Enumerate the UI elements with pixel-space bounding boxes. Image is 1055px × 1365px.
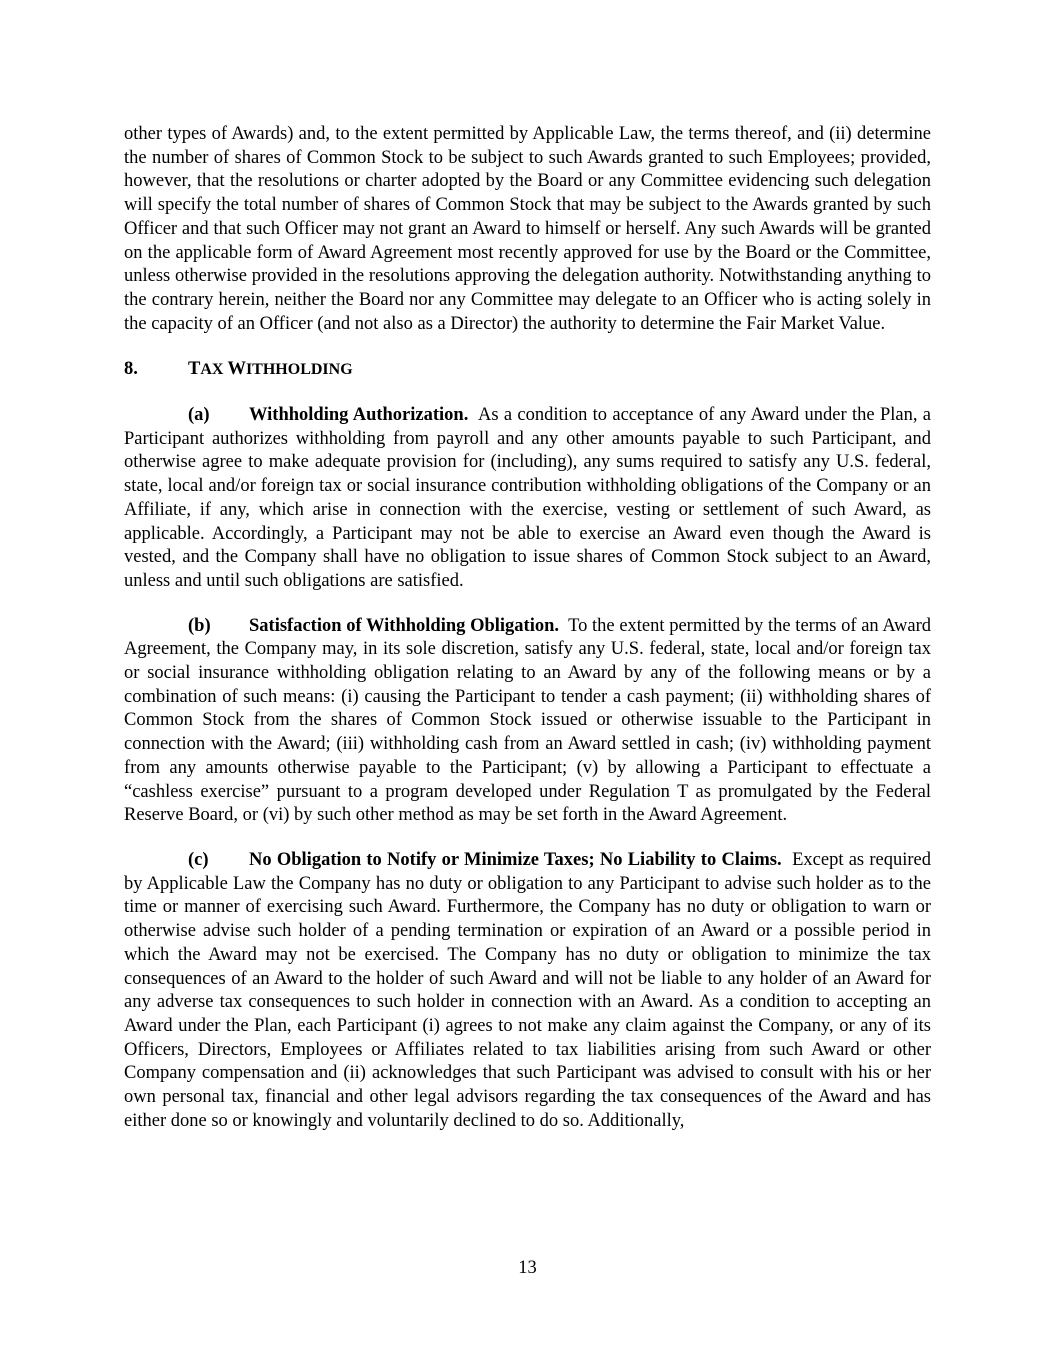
subsection-text: To the extent permitted by the terms of an Award Agreement, the Company may, in its sole discretion, satisfy any U.S. federal, state, local and/or foreign tax or social insurance withholding obligation relating to an Award by any of the following means or by a combination of such means: (i) causing the Participant to tender a cash payment; (ii) withholding shares of Common Stock from the shares of Common Stock issued or otherwise issuable to the Participant in connection with the Award; (iii) withholding cash from an Award settled in cash; (iv) withholding payment from any amounts otherwise payable to the Participant; (v) by allowing a Participant to effectuate a “cashless exercise” pursuant to a program developed under Regulation T as promulgated by the Federal Reserve Board, or (vi) by such other method as may be set forth in the Award Agreement. [124, 615, 931, 826]
subsection-text: Except as required by Applicable Law the Company has no duty or obligation to any Participant to advise such holder as to the time or manner of exercising such Award. Furthermore, the Company has no duty or obligation to warn or otherwise advise such holder of a pending termination or expiration of an Award or a possible period in which the Award may not be exercised. The Company has no duty or obligation to minimize the tax consequences of an Award to the holder of such Award and will not be liable to any holder of an Award for any adverse tax consequences to such holder in connection with an Award. As a condition to accepting an Award under the Plan, each Participant (i) agrees to not make any claim against the Company, or any of its Officers, Directors, Employees or Affiliates related to tax liabilities arising from such Award or other Company compensation and (ii) acknowledges that such Participant was advised to consult with his or her own personal tax, financial and other legal advisors regarding the tax consequences of the Award and has either done so or knowingly and voluntarily declined to do so. Additionally, [124, 849, 931, 1131]
subsection-c [124, 849, 931, 1133]
subsection-title: Withholding Authorization. [249, 405, 469, 426]
section-title-part-ithholding: ITHHOLDING [245, 361, 353, 379]
subsection-title: Satisfaction of Withholding Obligation. [249, 615, 559, 636]
subsection-b [124, 615, 931, 828]
subsection-label: (c) [188, 849, 209, 870]
subsection-title: No Obligation to Notify or Minimize Taxes; No Liability to Claims. [249, 849, 782, 870]
section-title-initial-t: T [188, 359, 201, 380]
continuation-paragraph: other types of Awards) and, to the extent permitted by Applicable Law, the terms thereof, and (ii) determine the number of shares of Common Stock to be subject to such Awards granted to such Employees; provided, however, that the resolutions or charter adopted by the Board or any Committee evidencing such delegation will specify the total number of shares of Common Stock that may be subject to the Awards granted by such Officer and that such Officer may not grant an Award to himself or herself. Any such Awards will be granted on the applicable form of Award Agreement most recently approved for use by the Board or the Committee, unless otherwise provided in the resolutions approving the delegation authority. Notwithstanding anything to the contrary herein, neither the Board nor any Committee may delegate to an Officer who is acting solely in the capacity of an Officer (and not also as a Director) the authority to determine the Fair Market Value. [124, 124, 931, 334]
subsection-label: (a) [188, 405, 210, 426]
section-title-initial-w: W [227, 359, 246, 380]
subsection-a [124, 404, 931, 594]
section-heading [124, 358, 931, 382]
document-page [124, 123, 931, 1133]
subsection-label: (b) [188, 615, 211, 636]
subsection-text: As a condition to acceptance of any Award under the Plan, a Participant authorizes withholding from payroll and any other amounts payable to such Participant, and otherwise agree to make adequate provision for (including), any sums required to satisfy any U.S. federal, state, local and/or foreign tax or social insurance contribution withholding obligations of the Company or an Affiliate, if any, which arise in connection with the exercise, vesting or settlement of such Award, as applicable. Accordingly, a Participant may not be able to exercise an Award even though the Award is vested, and the Company shall have no obligation to issue shares of Common Stock subject to an Award, unless and until such obligations are satisfied. [124, 405, 931, 591]
section-title-part-ax: AX [200, 361, 228, 379]
page-number: 13 [518, 1258, 537, 1278]
section-number: 8. [124, 359, 138, 380]
